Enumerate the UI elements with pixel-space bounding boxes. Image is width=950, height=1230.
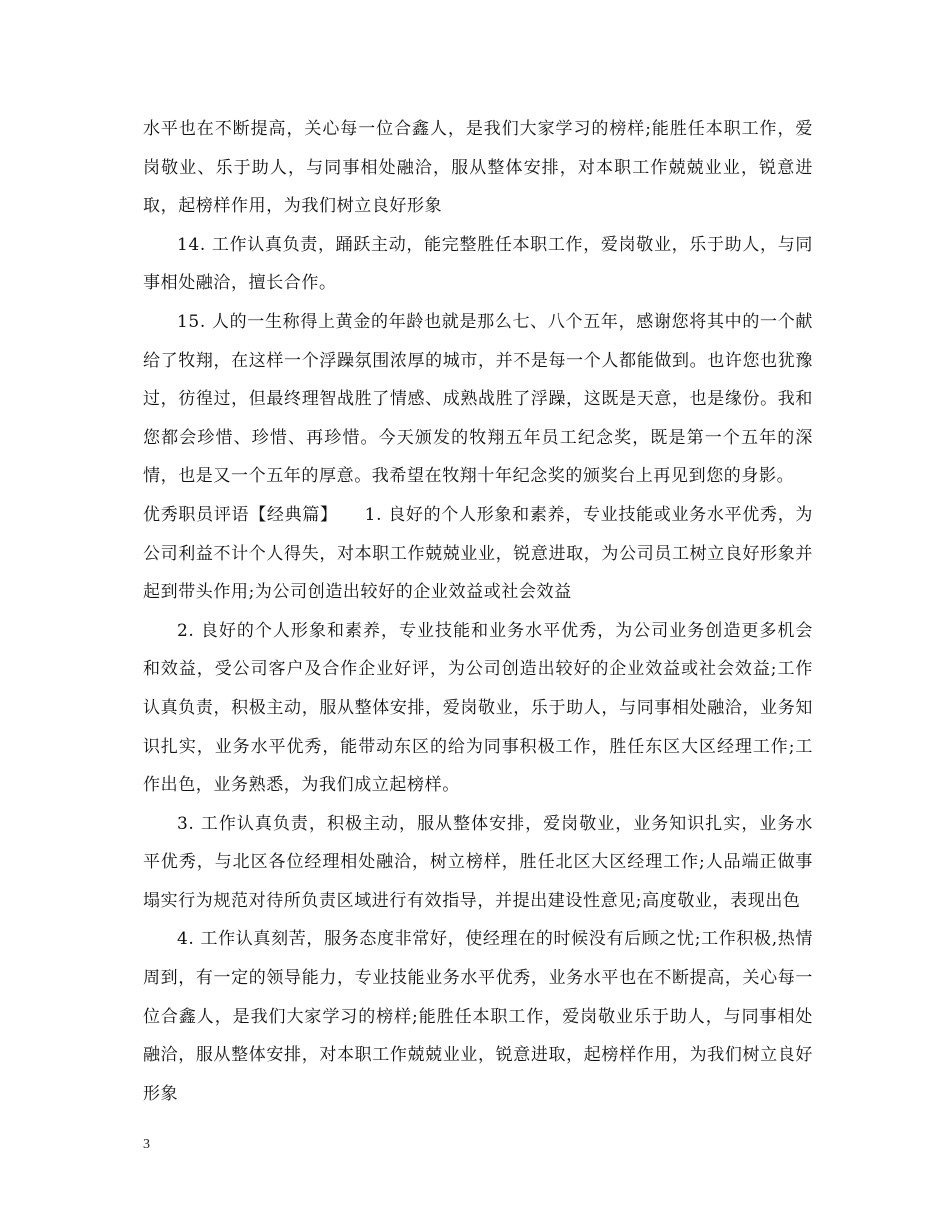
paragraph-item-15: 15. 人的一生称得上黄金的年龄也就是那么七、八个五年，感谢您将其中的一个献给了牧翔，在这样一个浮躁氛围浓厚的城市，并不是每一个人都能做到。也许您也犹豫过，彷徨过，但最终理智战胜了情感、成熟战胜了浮躁，这既是天意，也是缘份。我和您都会珍惜、珍惜、再珍惜。今天颁发的牧翔五年员工纪念奖，既是第一个五年的深情，也是又一个五年的厚意。我希望在牧翔十年纪念奖的颁奖台上再见到您的身影。 xyxy=(143,311,813,487)
paragraph-continuation: 水平也在不断提高，关心每一位合鑫人，是我们大家学习的榜样;能胜任本职工作，爱岗敬业、乐于助人，与同事相处融洽，服从整体安排，对本职工作兢兢业业，锐意进取，起榜样作用，为我们树立良好形象 xyxy=(143,119,813,217)
document-body xyxy=(143,110,813,1113)
paragraph-item-2: 2. 良好的个人形象和素养，专业技能和业务水平优秀，为公司业务创造更多机会和效益，受公司客户及合作企业好评，为公司创造出较好的企业效益或社会效益;工作认真负责，积极主动，服从整体安排，爱岗敬业，乐于助人，与同事相处融洽，业务知识扎实，业务水平优秀，能带动东区的给为同事积极工作，胜任东区大区经理工作;工作出色，业务熟悉，为我们成立起榜样。 xyxy=(143,620,813,796)
page-number: 3 xyxy=(143,1137,150,1152)
paragraph-item-14: 14. 工作认真负责，踊跃主动，能完整胜任本职工作，爱岗敬业，乐于助人，与同事相处融洽，擅长合作。 xyxy=(143,234,813,294)
paragraph-section-heading-item-1: 优秀职员评语【经典篇】 1. 良好的个人形象和素养，专业技能或业务水平优秀，为公司利益不计个人得失，对本职工作兢兢业业，锐意进取，为公司员工树立良好形象并起到带头作用;为公司创造出较好的企业效益或社会效益 xyxy=(143,504,813,603)
paragraph-item-4: 4. 工作认真刻苦，服务态度非常好，使经理在的时候没有后顾之忧;工作积极,热情周到，有一定的领导能力，专业技能业务水平优秀，业务水平也在不断提高，关心每一位合鑫人，是我们大家学习的榜样;能胜任本职工作，爱岗敬业乐于助人，与同事相处融洽，服从整体安排，对本职工作兢兢业业，锐意进取，起榜样作用，为我们树立良好形象 xyxy=(143,929,813,1104)
paragraph-item-3: 3. 工作认真负责，积极主动，服从整体安排，爱岗敬业，业务知识扎实，业务水平优秀，与北区各位经理相处融洽，树立榜样，胜任北区大区经理工作;人品端正做事塌实行为规范对待所负责区域进行有效指导，并提出建设性意见;高度敬业，表现出色 xyxy=(143,813,813,911)
